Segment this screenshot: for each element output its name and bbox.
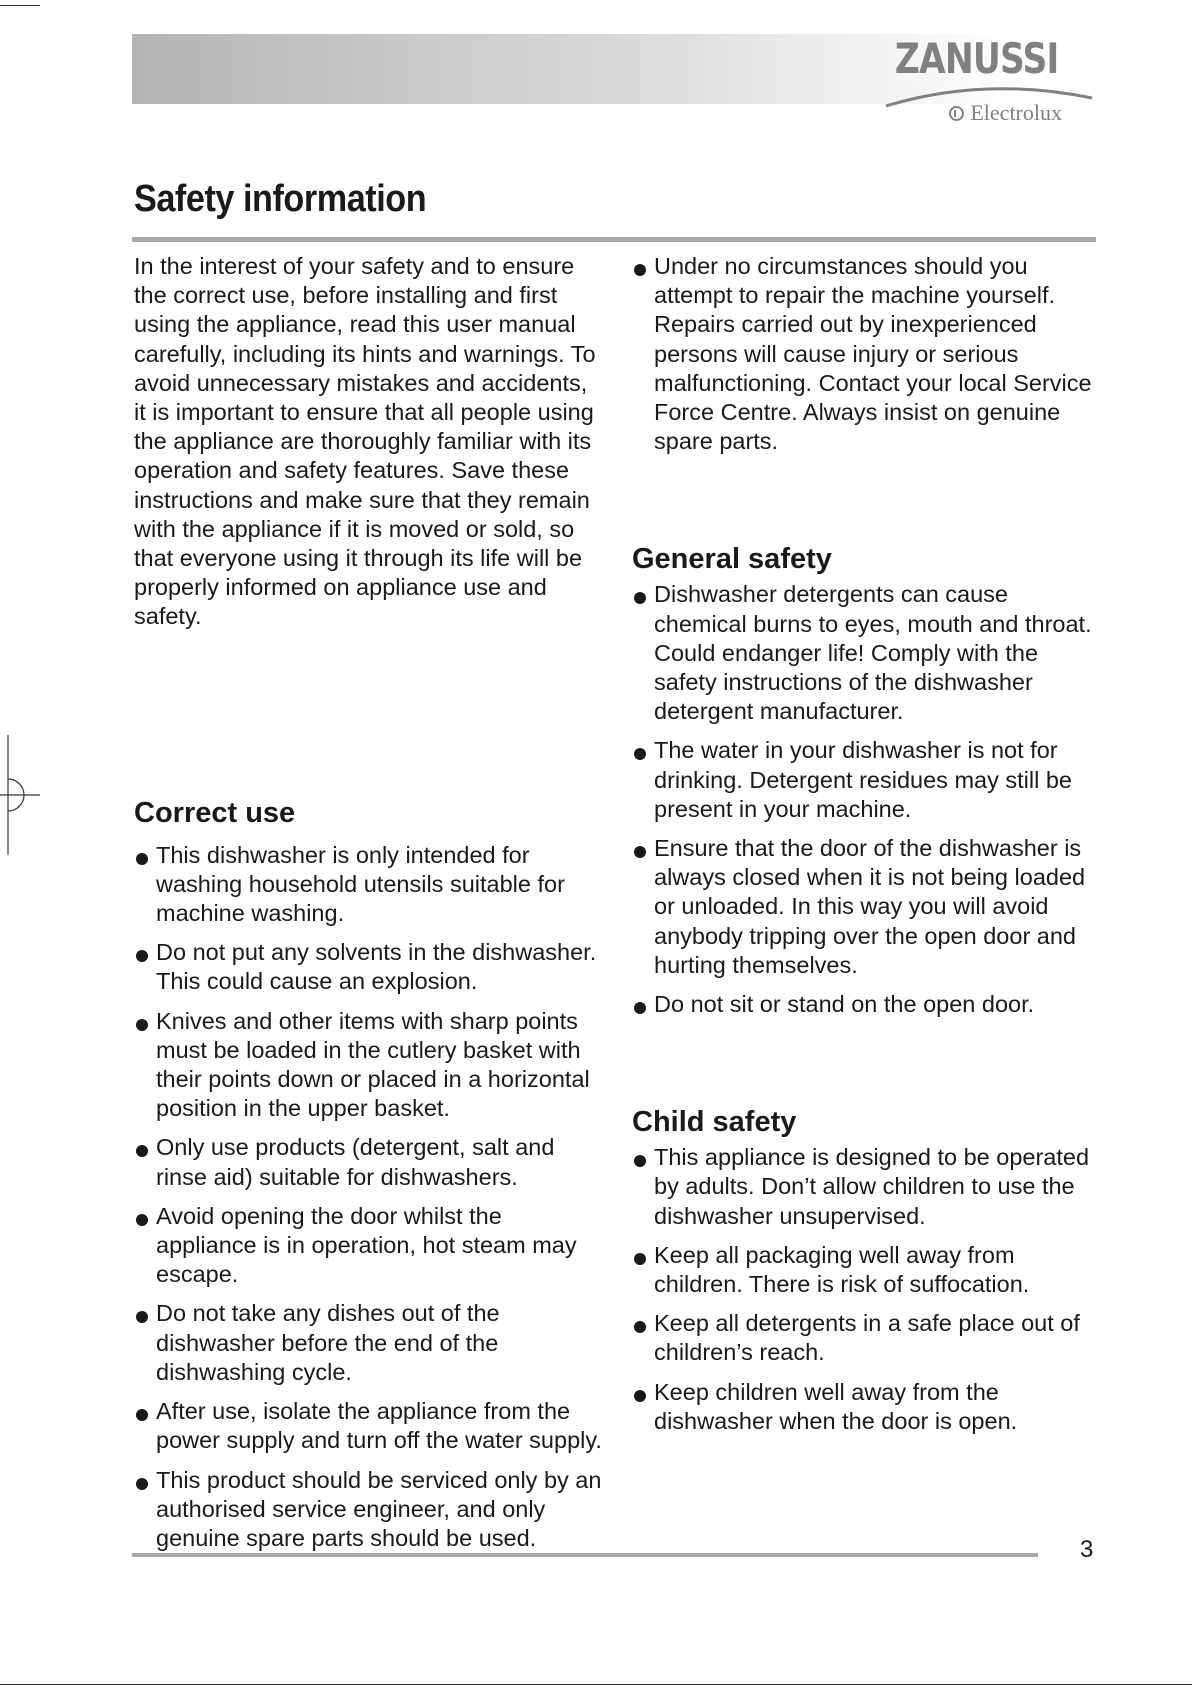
page-title: Safety information bbox=[134, 178, 427, 220]
brand-name: ZANUSSI bbox=[894, 34, 1058, 83]
list-item: This product should be serviced only by an authorised service engineer, and only genuine spare parts should be used. bbox=[134, 1466, 604, 1554]
registration-mark-icon bbox=[0, 735, 40, 855]
brand-logo bbox=[880, 30, 1100, 130]
list-item: After use, isolate the appliance from the power supply and turn off the water supply. bbox=[134, 1397, 604, 1455]
title-rule bbox=[132, 237, 1096, 242]
intro-paragraph: In the interest of your safety and to ensure the correct use, before installing and first using the appliance, read this user manual carefully, including its hints and warnings. To avoid unnecessary mistakes and accidents, it is important to ensure that all people using the appliance are thoroughly familiar with its operation and safety features. Save these instructions and make sure that they remain with the appliance if it is moved or sold, so that everyone using it through its life will be properly informed on appliance use and safety. bbox=[134, 253, 596, 630]
list-item: This dishwasher is only intended for washing household utensils suitable for machine washing. bbox=[134, 841, 604, 929]
list-item: This appliance is designed to be operated by adults. Don’t allow children to use the dishwasher unsupervised. bbox=[632, 1143, 1102, 1231]
electrolux-icon bbox=[949, 106, 964, 121]
page-number: 3 bbox=[1080, 1536, 1094, 1563]
child-safety-heading: Child safety bbox=[632, 1106, 797, 1139]
repairs-list bbox=[632, 252, 1102, 456]
footer-rule bbox=[132, 1553, 1038, 1557]
brand-sub-label: Electrolux bbox=[970, 100, 1062, 125]
child-safety-list bbox=[632, 1143, 1102, 1436]
list-item: Do not take any dishes out of the dishwasher before the end of the dishwashing cycle. bbox=[134, 1299, 604, 1387]
general-safety-heading: General safety bbox=[632, 543, 832, 576]
list-item: Knives and other items with sharp points must be loaded in the cutlery basket with their points down or placed in a horizontal position in the upper basket. bbox=[134, 1007, 604, 1124]
brand-sub bbox=[949, 100, 1062, 126]
list-item: Ensure that the door of the dishwasher is always closed when it is not being loaded or unloaded. In this way you will avoid anybody tripping over the open door and hurting themselves. bbox=[632, 834, 1102, 980]
list-item: Keep children well away from the dishwasher when the door is open. bbox=[632, 1378, 1102, 1436]
left-column bbox=[134, 252, 604, 1563]
list-item: The water in your dishwasher is not for drinking. Detergent residues may still be present in your machine. bbox=[632, 736, 1102, 824]
list-item: Do not put any solvents in the dishwasher. This could cause an explosion. bbox=[134, 938, 604, 996]
list-item: Keep all packaging well away from children. There is risk of suffocation. bbox=[632, 1241, 1102, 1299]
list-item: Only use products (detergent, salt and rinse aid) suitable for dishwashers. bbox=[134, 1133, 604, 1191]
list-item: Do not sit or stand on the open door. bbox=[632, 990, 1102, 1019]
list-item: Keep all detergents in a safe place out of children’s reach. bbox=[632, 1309, 1102, 1367]
right-column bbox=[632, 252, 1102, 1446]
crop-mark bbox=[0, 5, 40, 6]
list-item: Under no circumstances should you attempt to repair the machine yourself. Repairs carried out by inexperienced persons will cause injury or serious malfunctioning. Contact your local Service Force Centre. Always insist on genuine spare parts. bbox=[632, 252, 1102, 456]
general-safety-list bbox=[632, 580, 1102, 1019]
correct-use-heading: Correct use bbox=[134, 796, 296, 829]
correct-use-list bbox=[134, 841, 604, 1553]
list-item: Avoid opening the door whilst the appliance is in operation, hot steam may escape. bbox=[134, 1202, 604, 1290]
list-item: Dishwasher detergents can cause chemical burns to eyes, mouth and throat. Could endanger life! Comply with the safety instructions of the dishwasher detergent manufacturer. bbox=[632, 580, 1102, 726]
